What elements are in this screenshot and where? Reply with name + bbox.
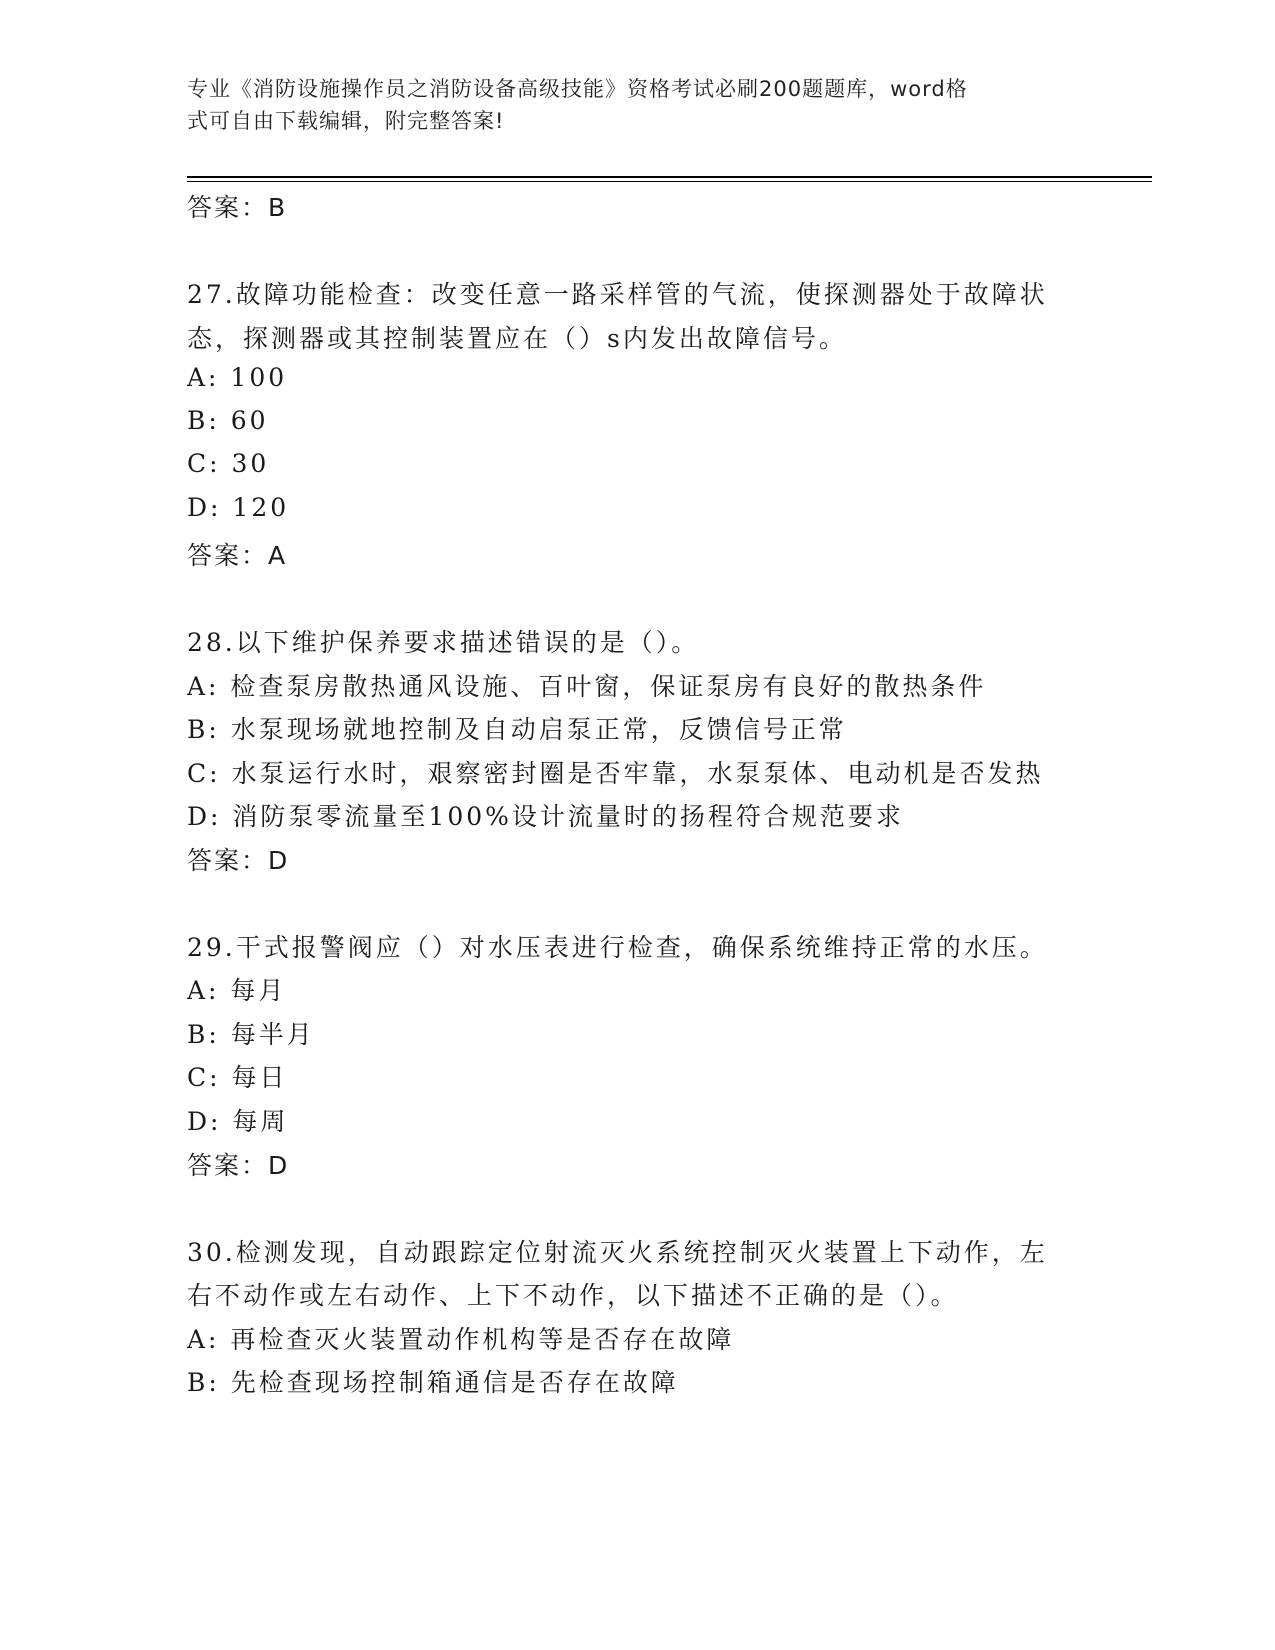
q30-option-b: B: 先检查现场控制箱通信是否存在故障 <box>187 1368 679 1397</box>
q27-stem-line-1: 27.故障功能检查：改变任意一路采样管的气流，使探测器处于故障状 <box>187 280 1048 309</box>
q27-option-b: B: 60 <box>187 406 269 435</box>
q28-option-b: B: 水泵现场就地控制及自动启泵正常，反馈信号正常 <box>187 715 847 744</box>
q29-answer: 答案：D <box>187 1151 290 1180</box>
q27-option-c: C: 30 <box>187 449 270 478</box>
q28-option-c: C: 水泵运行水时，艰察密封圈是否牢靠，水泵泵体、电动机是否发热 <box>187 759 1044 788</box>
q29-stem-line-1: 29.干式报警阀应（）对水压表进行检查，确保系统维持正常的水压。 <box>187 933 1048 962</box>
q29-option-d: D: 每周 <box>187 1107 289 1136</box>
q30-stem-line-2: 右不动作或左右动作、上下不动作，以下描述不正确的是（）。 <box>187 1281 959 1310</box>
q27-answer: 答案：A <box>187 541 288 570</box>
q30-stem-line-1: 30.检测发现，自动跟踪定位射流灭火系统控制灭火装置上下动作，左 <box>187 1238 1048 1267</box>
q27-option-d: D: 120 <box>187 493 290 522</box>
q27-stem-line-2: 态，探测器或其控制装置应在（）s内发出故障信号。 <box>187 324 847 353</box>
q29-option-b: B: 每半月 <box>187 1020 315 1049</box>
q27-option-a: A: 100 <box>187 363 288 392</box>
q28-option-d: D: 消防泵零流量至100%设计流量时的扬程符合规范要求 <box>187 802 904 831</box>
q28-option-a: A: 检查泵房散热通风设施、百叶窗，保证泵房有良好的散热条件 <box>187 672 987 701</box>
header-divider-thin <box>187 181 1152 182</box>
header-divider-thick <box>187 176 1152 178</box>
header-line-1: 专业《消防设施操作员之消防设备高级技能》资格考试必刷200题题库，word格 <box>187 77 968 101</box>
q28-stem-line-1: 28.以下维护保养要求描述错误的是（）。 <box>187 628 700 657</box>
header-line-2: 式可自由下载编辑，附完整答案! <box>187 109 505 133</box>
q30-option-a: A: 再检查灭火装置动作机构等是否存在故障 <box>187 1325 735 1354</box>
q29-option-c: C: 每日 <box>187 1063 288 1092</box>
document-header <box>187 73 1067 137</box>
previous-answer: 答案：B <box>187 193 288 222</box>
q28-answer: 答案：D <box>187 846 290 875</box>
q29-option-a: A: 每月 <box>187 976 287 1005</box>
